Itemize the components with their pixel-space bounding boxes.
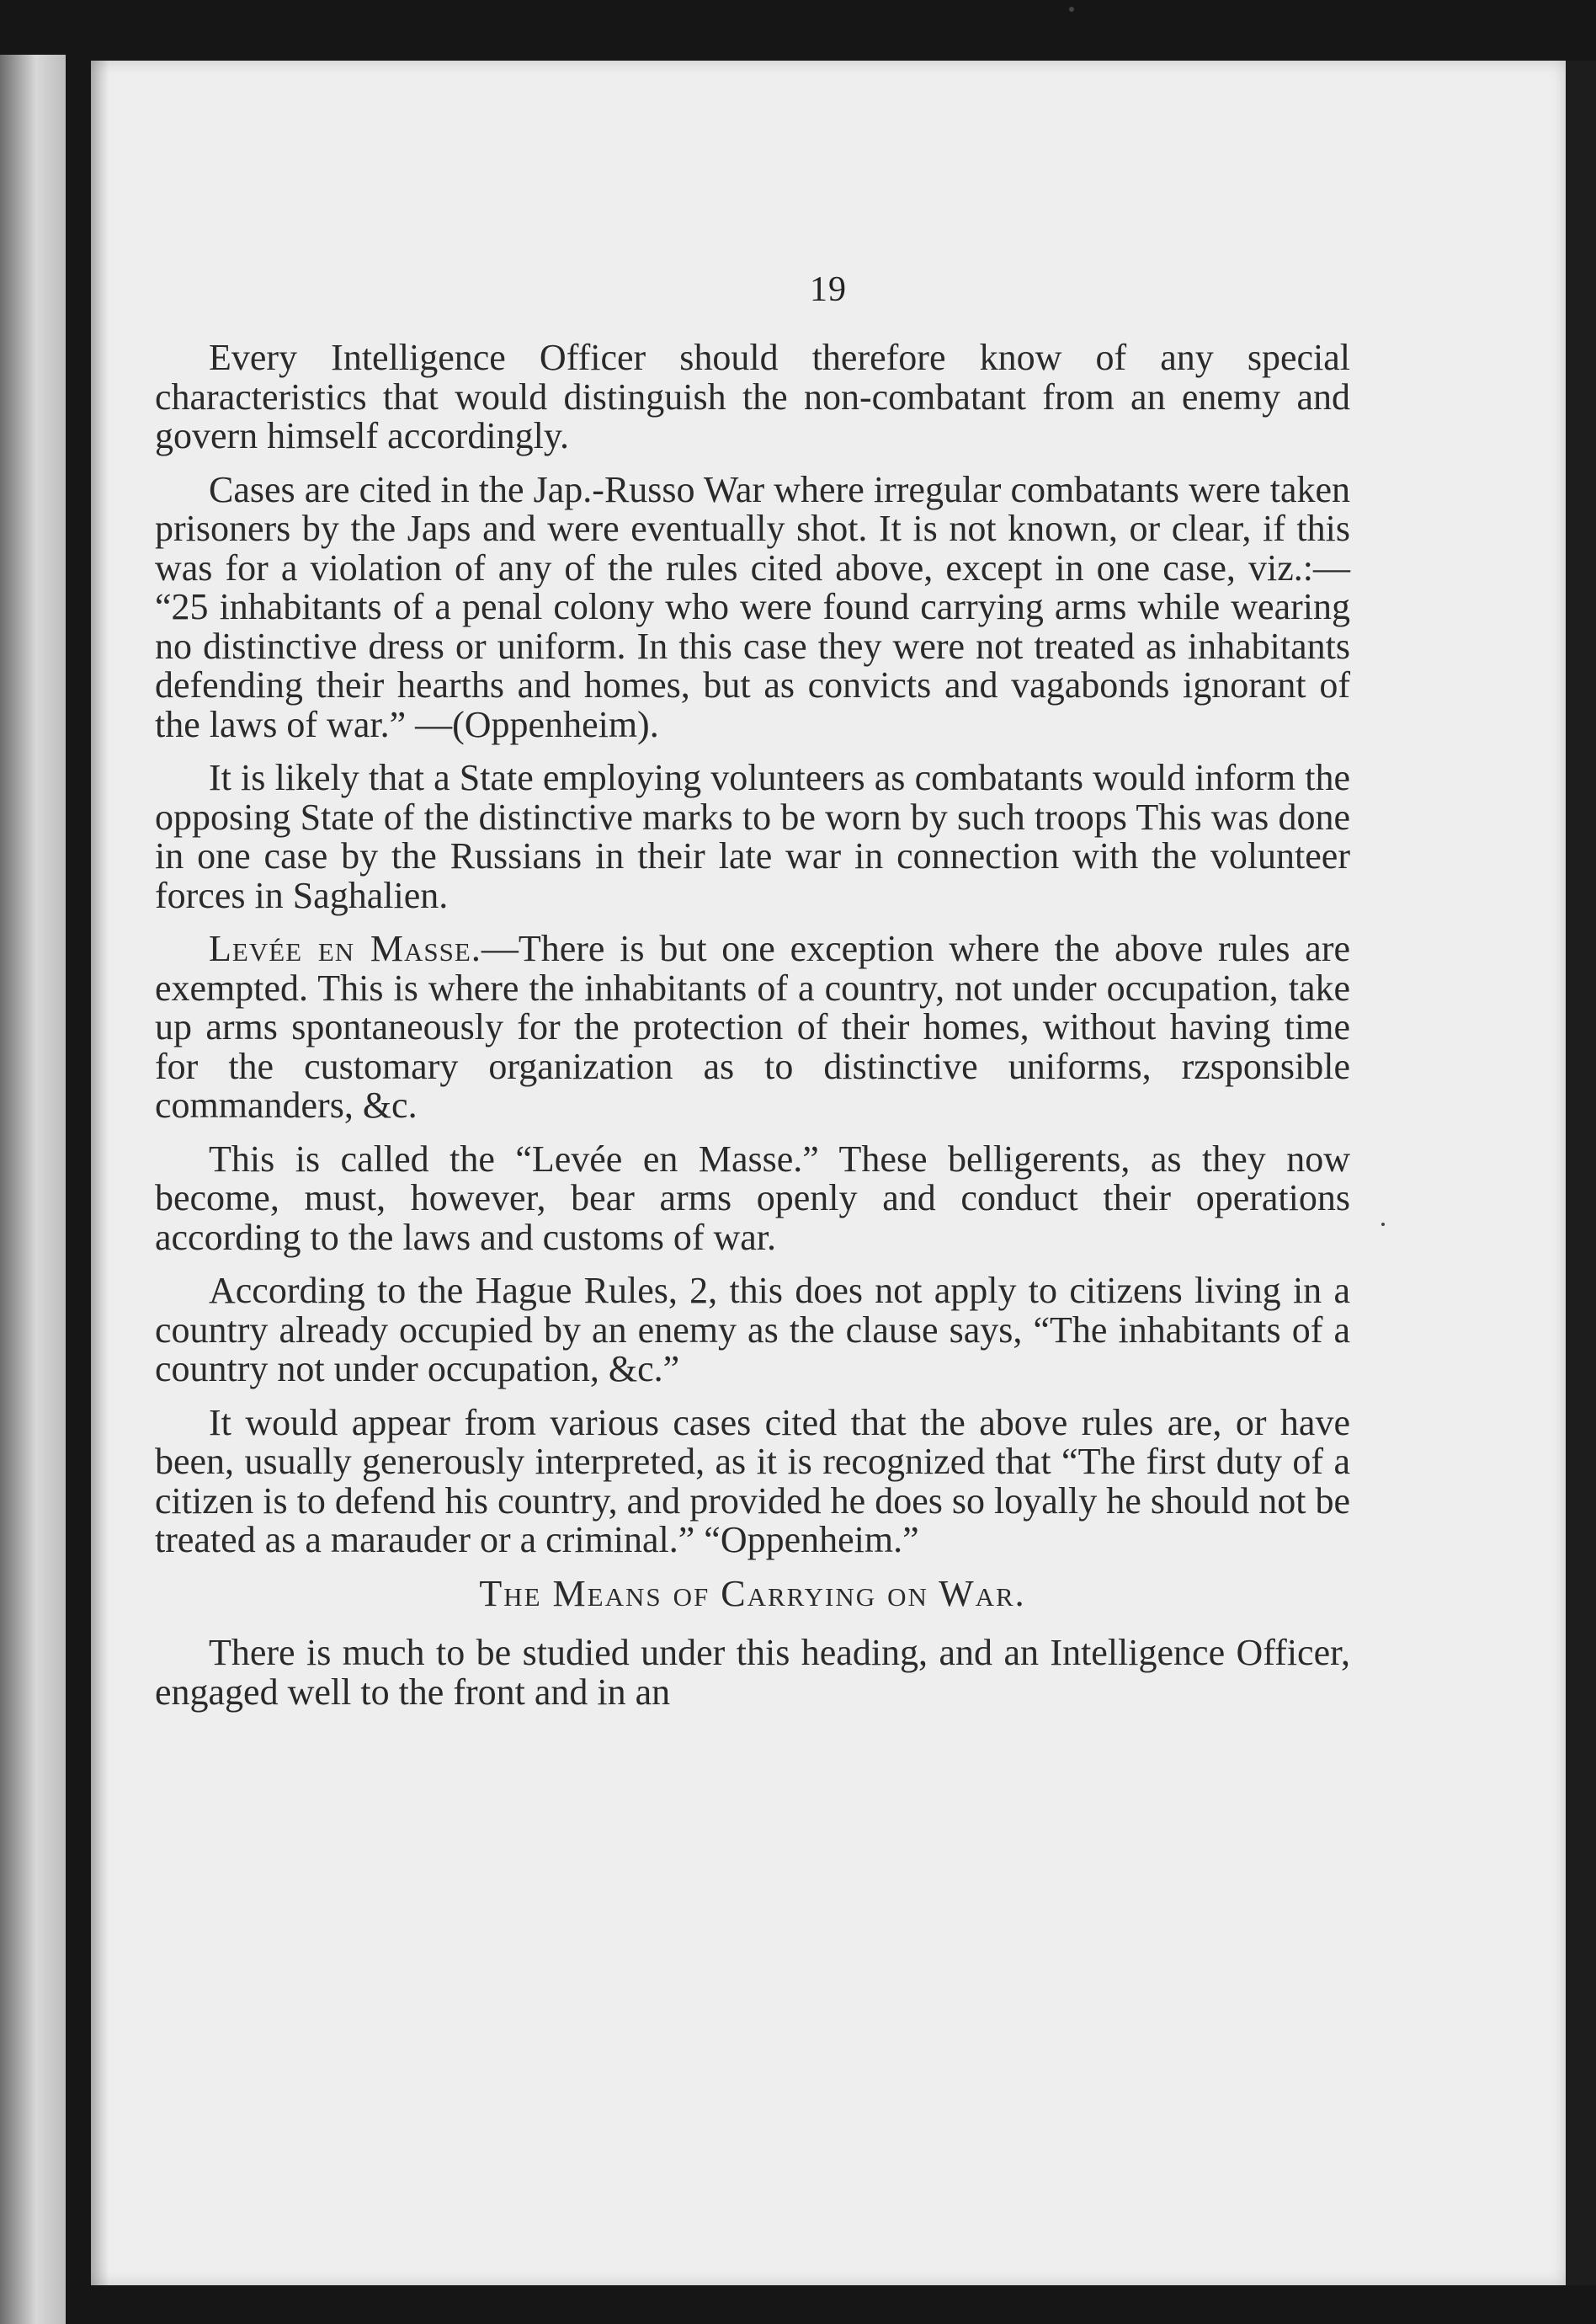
right-scan-edge [1566, 61, 1596, 2285]
levee-paragraph [155, 930, 1350, 1126]
levee-heading: Levée en Masse. [209, 928, 481, 969]
paragraph: This is called the “Levée en Masse.” These belligerents, as they now become, must, however, bear arms openly and conduct their operations according to the laws and customs of war. [155, 1138, 1350, 1258]
levee-text: —There is but one exception where the above rules are exempted. This is where the inhabitants of a country, not under occupation, take up arms spontaneously for the protection of their homes, without having time for the customary organization as to distinctive uniforms, rzsponsible commanders, &c. [155, 928, 1351, 1126]
page-number: 19 [810, 270, 847, 309]
scan-speck [1069, 7, 1074, 12]
paragraph: It would appear from various cases cited that the above rules are, or have been, usually generously interpreted, as it is recognized that “The first duty of a citizen is to defend his country, and provided he does so loyally he should not be treated as a marauder or a criminal.” “Oppenheim.” [155, 1401, 1350, 1560]
left-page-edge [0, 55, 66, 2324]
scan-speck [1381, 1223, 1385, 1226]
paragraph: According to the Hague Rules, 2, this does not apply to citizens living in a country already occupied by an enemy as the clause says, “The inhabitants of a country not under occupation, &c.” [155, 1270, 1350, 1389]
body-text [155, 338, 1350, 1726]
paragraph: It is likely that a State employing volunteers as combatants would inform the opposing State of the distinctive marks to be worn by such troops This was done in one case by the Russians in their late war in connection with the volunteer forces in Saghalien. [155, 757, 1350, 916]
gutter-shadow [91, 61, 109, 2285]
section-heading: The Means of Carrying on War. [479, 1572, 1026, 1614]
paragraph: Cases are cited in the Jap.-Russo War where irregular combatants were taken prisoners by the Japs and were eventually shot. It is not known, or clear, if this was for a violation of any of the rules cited above, except in one case, viz.:— “25 inhabitants of a penal colony who were found carrying arms while wearing no distinctive dress or uniform. In this case they were not treated as inhabitants defending their hearths and homes, but as convicts and vagabonds ignorant of the laws of war.” —(Oppenheim). [155, 468, 1350, 745]
paragraph: There is much to be studied under this heading, and an Intelligence Officer, engaged well to the front and in an [155, 1632, 1350, 1713]
paragraph: Every Intelligence Officer should therefore know of any special characteristics that would distinguish the non-combatant from an enemy and govern himself accordingly. [155, 337, 1350, 456]
